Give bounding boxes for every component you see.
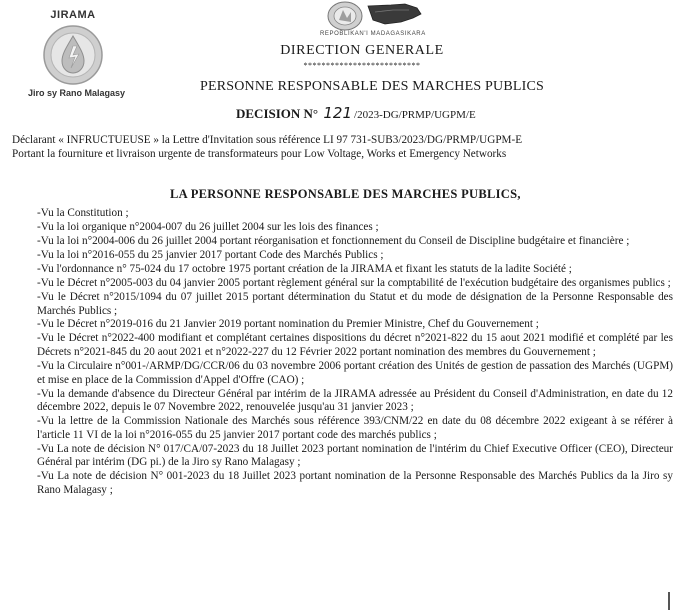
decision-reference — [236, 103, 476, 125]
decision-subject — [12, 133, 677, 161]
subject-line-1: Déclarant « INFRUCTUEUSE » la Lettre d'Invitation sous référence LI 97 731-SUB3/2023/DG/PRMP/UGPM-E — [12, 134, 523, 146]
considerant-item: -Vu La note de décision N° 017/CA/07-2023 du 18 Juillet 2023 portant nomination de l'intérim du Chief Executive Officer (CEO), Directeur Général par intérim (DG pi.) de la Jiro sy Rano Malagasy ; — [37, 442, 673, 469]
direction-generale-title: DIRECTION GENERALE — [280, 43, 444, 58]
org-name: JIRAMA — [50, 9, 96, 21]
considerant-item: -Vu le Décret n°2019-016 du 21 Janvier 2019 portant nomination du Premier Ministre, Chef du Gouvernement ; — [37, 318, 539, 331]
considerant-item: -Vu la lettre de la Commission Nationale des Marchés sous référence 393/CNM/22 en date du 08 décembre 2022 exigeant à se référer à l'article 11 VI de la loi n°2016-055 du 25 janvier 2017 portant code des marchés publics ; — [37, 415, 673, 441]
decision-prefix: DECISION N° — [236, 106, 319, 121]
decision-number: 121 — [323, 104, 353, 122]
considerant-item: -Vu la demande d'absence du Directeur Général par intérim de la JIRAMA adressée au Président du Conseil d'Administration, en date du 12 décembre 2022, depuis le 07 Novembre 2022, renouvelée jusqu'au 31 janvier 2023 ; — [37, 387, 673, 414]
org-tagline: Jiro sy Rano Malagasy — [28, 88, 126, 98]
considerant-item: -Vu la Constitution ; — [37, 207, 129, 219]
considerant-item: -Vu la Circulaire n°001-/ARMP/DG/CCR/06 du 03 novembre 2006 portant création des Unités de gestion de passation des Marchés (UGPM) et mise en place de la Commission d'Appel d'Offre (CAO) ; — [37, 360, 673, 386]
considerants-list — [37, 207, 673, 498]
subject-line-2: Portant la fourniture et livraison urgente de transformateurs pour Low Voltage, Works et Emergency Networks — [12, 148, 507, 160]
staple-mark — [668, 592, 678, 610]
considerant-item: -Vu le Décret n°2022-400 modifiant et complétant certaines dispositions du décret n°2021-822 du 15 aout 2021 modifié et complété par les Décrets n°2021-845 du 20 aout 2021 et n°2022-227 du 12 Février 2022 portant nomination des membres du Gouvernement ; — [37, 332, 673, 359]
stars-divider: ************************** — [303, 61, 421, 70]
considerant-item: -Vu La note de décision N° 001-2023 du 18 Juillet 2023 portant nomination de la Personne Responsable des Marchés Publics da la Jiro sy Rano Malagasy ; — [37, 470, 673, 496]
considerant-item: -Vu la loi organique n°2004-007 du 26 juillet 2004 sur les lois des finances ; — [37, 220, 379, 233]
prmp-title: PERSONNE RESPONSABLE DES MARCHES PUBLICS — [199, 79, 545, 94]
considerant-item: -Vu la loi n°2004-006 du 26 juillet 2004 portant réorganisation et fonctionnement du Conseil de Discipline budgétaire et financière ; — [37, 234, 630, 247]
seal-caption — [320, 31, 426, 37]
considerant-item: -Vu le Décret n°2015/1094 du 07 juillet 2015 portant détermination du Statut et du mode de désignation de la Personne Responsable des Marchés Publics ; — [37, 290, 673, 317]
considerant-item: -Vu la loi n°2016-055 du 25 janvier 2017 portant Code des Marchés Publics ; — [37, 248, 384, 261]
section-heading: LA PERSONNE RESPONSABLE DES MARCHES PUBLICS, — [170, 187, 521, 201]
considerant-item: -Vu l'ordonnance n° 75-024 du 17 octobre 1975 portant création de la JIRAMA et fixant les statuts de la ladite Société ; — [37, 262, 572, 275]
considerant-item: -Vu le Décret n°2005-003 du 04 janvier 2005 portant règlement général sur la comptabilité de l'exécution budgétaire des organismes publics ; — [37, 276, 671, 289]
seal-caption-text: REPOBLIKAN'I MADAGASIKARA — [320, 31, 426, 37]
decision-suffix: /2023-DG/PRMP/UGPM/E — [354, 109, 476, 121]
